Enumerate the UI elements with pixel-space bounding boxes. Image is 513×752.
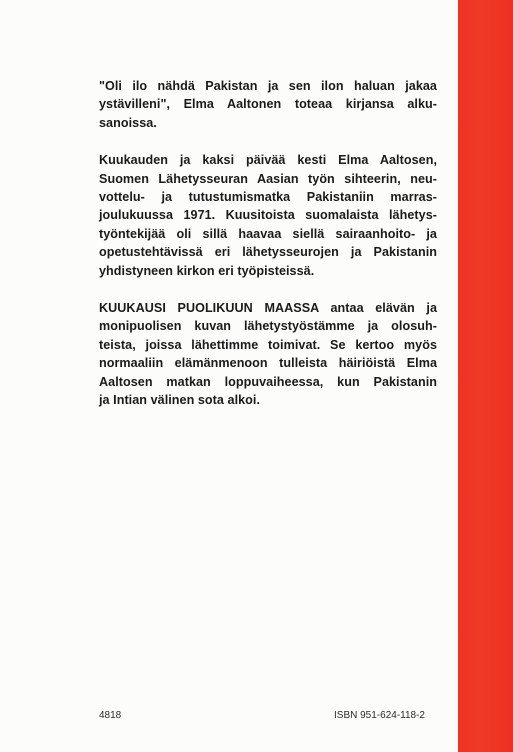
paragraph-line: "Oli ilo nähdä Pakistan ja sen ilon haluan jakaa xyxy=(99,79,437,93)
blurb-paragraph-1 xyxy=(99,77,437,132)
paragraph-line: Kuukauden ja kaksi päivää kesti Elma Aaltosen, xyxy=(99,153,437,168)
paragraph-line: vottelu- ja tutustumismatka Pakistaniin marras- xyxy=(99,190,437,205)
red-edge-strip xyxy=(458,0,513,752)
paragraph-line: monipuolisen kuvan lähetystyöstämme ja olosuh- xyxy=(99,319,437,334)
paragraph-line: Suomen Lähetysseuran Aasian työn sihteerin, neu- xyxy=(99,171,437,186)
paragraph-line: Aaltosen matkan loppuvaiheessa, kun Pakistanin xyxy=(99,374,437,389)
paragraph-line: yhdistyneen kirkon eri työpisteissä. xyxy=(99,263,315,278)
paragraph-line: ystävilleni", Elma Aaltonen toteaa kirjansa alku- xyxy=(99,97,437,112)
isbn-number: ISBN 951-624-118-2 xyxy=(334,710,425,721)
blurb-text xyxy=(99,77,437,429)
paragraph-line: joulukuussa 1971. Kuusitoista suomalaista lähetys- xyxy=(99,208,437,223)
paragraph-line: opetustehtävissä eri lähetysseurojen ja Pakistanin xyxy=(99,245,437,260)
paragraph-line: teista, joissa lähettimme toimivat. Se kertoo myös xyxy=(99,337,437,352)
book-code: 4818 xyxy=(99,710,122,721)
blurb-paragraph-3 xyxy=(99,299,437,409)
paragraph-line: KUUKAUSI PUOLIKUUN MAASSA antaa elävän ja xyxy=(99,301,437,316)
paragraph-line: normaaliin elämänmenoon tulleista häiriöistä Elma xyxy=(99,356,437,371)
blurb-paragraph-2 xyxy=(99,151,437,280)
paragraph-line: sanoissa. xyxy=(99,115,157,130)
paragraph-line: työntekijää oli sillä haavaa siellä sairaanhoito- ja xyxy=(99,226,437,241)
paragraph-line: ja Intian välinen sota alkoi. xyxy=(99,393,261,408)
